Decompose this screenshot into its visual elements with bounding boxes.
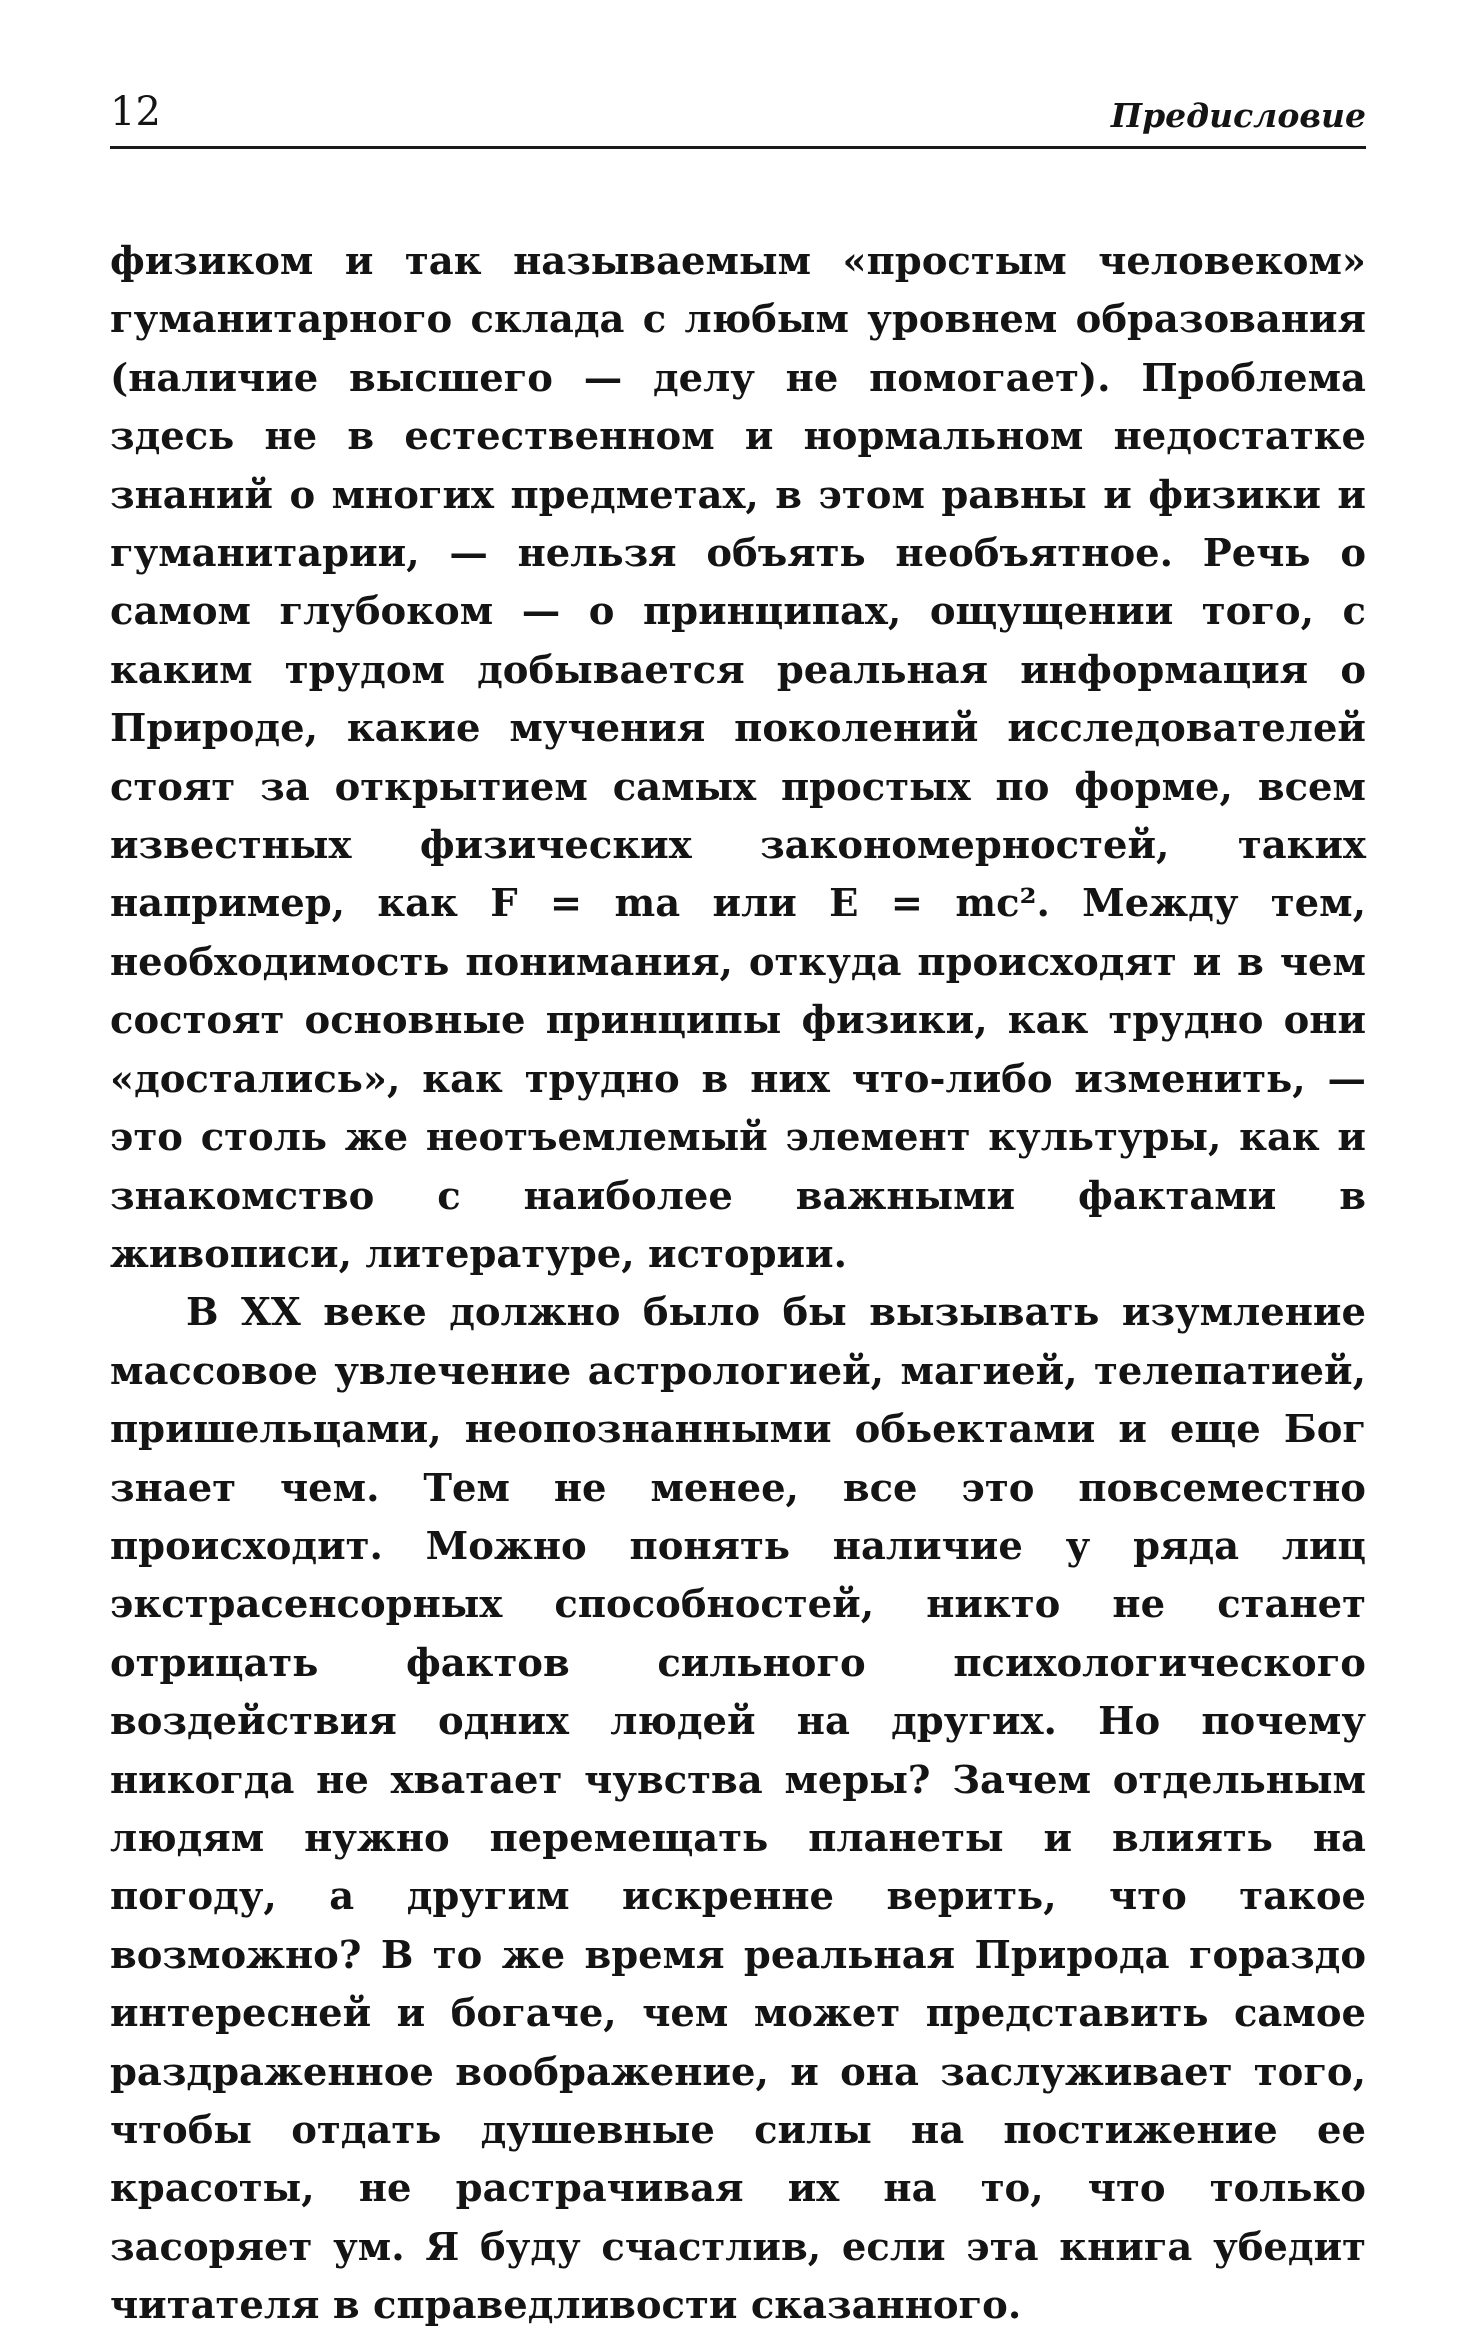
paragraph-1: физиком и так называемым «простым человеком» гуманитарного склада с любым уровнем образования (наличие высшего — делу не помогает). Проблема здесь не в естественном и нормальном недостатке знаний о многих предметах, в этом равны и физики и гуманитарии, — нельзя объять необъятное. Речь о самом глубоком — о принципах, ощущении того, с каким трудом добывается реальная информация о Природе, какие мучения поколений исследователей стоят за открытием самых простых по форме, всем известных физических закономерностей, таких например, как F = ma или E = mc². Между тем, необходимость понимания, откуда происходят и в чем состоят основные принципы физики, как трудно они «достались», как трудно в них что-либо изменить, — это столь же неотъемлемый элемент культуры, как и знакомство с наиболее важными фактами в живописи, литературе, истории. [110,239,1366,1277]
running-head [110,88,1366,149]
book-page [110,88,1366,2336]
page-number: 12 [110,89,161,135]
paragraph-2: В XX веке должно было бы вызывать изумление массовое увлечение астрологией, магией, телепатией, пришельцами, неопознанными обьектами и еще Бог знает чем. Тем не менее, все это повсеместно происходит. Можно понять наличие у ряда лиц экстрасенсорных способностей, никто не станет отрицать фактов сильного психологического воздействия одних людей на других. Но почему никогда не хватает чувства меры? Зачем отдельным людям нужно перемещать планеты и влиять на погоду, а другим искренне верить, что такое возможно? В то же время реальная Природа гораздо интересней и богаче, чем может представить самое раздраженное воображение, и она заслуживает того, чтобы отдать душевные силы на постижение ее красоты, не растрачивая их на то, что только засоряет ум. Я буду счастлив, если эта книга убедит читателя в справедливости сказанного. [110,1290,1366,2329]
section-title: Предисловие [1110,96,1366,135]
body-text [110,233,1366,2336]
